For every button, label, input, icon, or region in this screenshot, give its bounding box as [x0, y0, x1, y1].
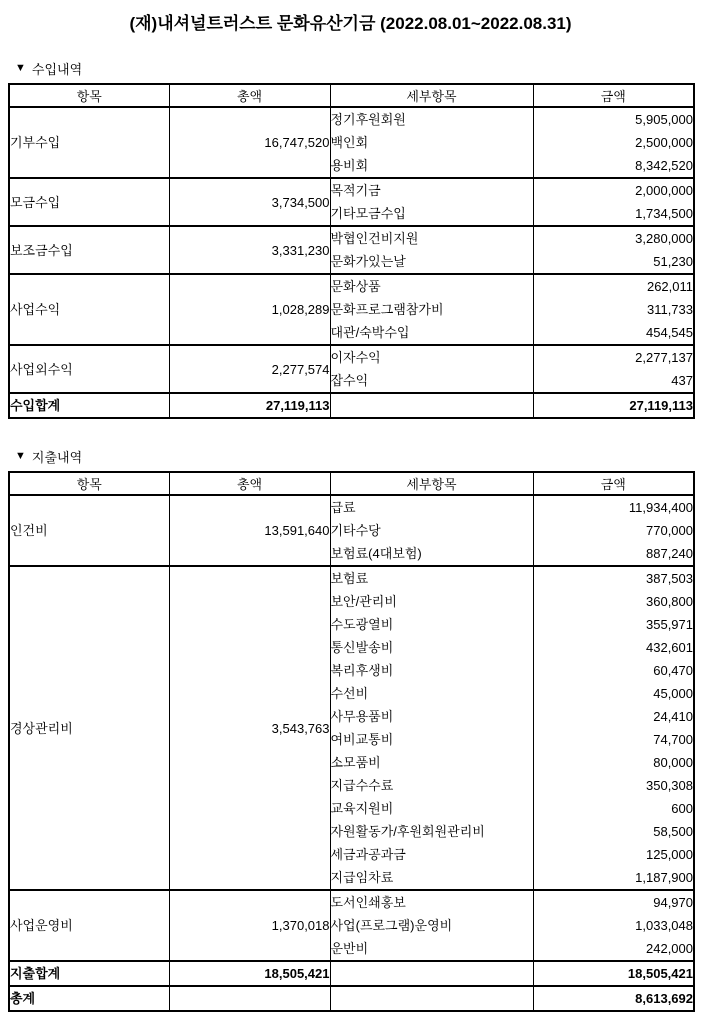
amount-cell: 80,000: [533, 751, 694, 774]
detail-name-cell: 보안/관리비: [330, 590, 533, 613]
amount-cell: 350,308: [533, 774, 694, 797]
page-title: (재)내셔널트러스트 문화유산기금 (2022.08.01~2022.08.31): [129, 14, 572, 33]
detail-name-cell: 지급임차료: [330, 866, 533, 890]
detail-name-cell: 도서인쇄홍보: [330, 890, 533, 914]
amount-cell: 74,700: [533, 728, 694, 751]
amount-cell: 2,500,000: [533, 131, 694, 154]
item-cell: 사업수익: [9, 274, 169, 345]
detail-name-cell: 기타수당: [330, 519, 533, 542]
detail-name-cell: 운반비: [330, 937, 533, 961]
amount-cell: 887,240: [533, 542, 694, 566]
total-sum-cell: [169, 986, 330, 1011]
item-cell: 보조금수입: [9, 226, 169, 274]
detail-name-cell: 보험료: [330, 566, 533, 590]
total-cell: 16,747,520: [169, 107, 330, 178]
total-detail-cell: [330, 986, 533, 1011]
section-label: [15, 447, 693, 466]
total-sum-cell: 18,505,421: [169, 961, 330, 986]
total-row: [9, 986, 694, 1011]
total-cell: 3,543,763: [169, 566, 330, 890]
table-body: [9, 495, 694, 1011]
total-detail-cell: [330, 393, 533, 418]
detail-name-cell: 사업(프로그램)운영비: [330, 914, 533, 937]
detail-name-cell: 보험료(4대보험): [330, 542, 533, 566]
detail-name-cell: 목적기금: [330, 178, 533, 202]
amount-cell: 5,905,000: [533, 107, 694, 131]
amount-cell: 2,000,000: [533, 178, 694, 202]
amount-sum-cell: 8,613,692: [533, 986, 694, 1011]
column-header: 세부항목: [330, 472, 533, 495]
amount-cell: 11,934,400: [533, 495, 694, 519]
total-cell: 3,734,500: [169, 178, 330, 226]
column-header: 금액: [533, 84, 694, 107]
detail-name-cell: 급료: [330, 495, 533, 519]
total-sum-cell: 27,119,113: [169, 393, 330, 418]
detail-name-cell: 문화가있는날: [330, 250, 533, 274]
item-cell: 모금수입: [9, 178, 169, 226]
detail-name-cell: 대관/숙박수입: [330, 321, 533, 345]
detail-name-cell: 문화프로그램참가비: [330, 298, 533, 321]
detail-row: [9, 345, 694, 369]
total-row: [9, 393, 694, 418]
amount-cell: 60,470: [533, 659, 694, 682]
detail-name-cell: 박협인건비지원: [330, 226, 533, 250]
detail-row: [9, 178, 694, 202]
detail-name-cell: 이자수익: [330, 345, 533, 369]
expense-section: [8, 447, 693, 1012]
total-detail-cell: [330, 961, 533, 986]
detail-name-cell: 통신발송비: [330, 636, 533, 659]
detail-name-cell: 용비회: [330, 154, 533, 178]
detail-name-cell: 수도광열비: [330, 613, 533, 636]
total-label-cell: 총계: [9, 986, 169, 1011]
detail-name-cell: 사무용품비: [330, 705, 533, 728]
header-row: [9, 472, 694, 495]
total-cell: 13,591,640: [169, 495, 330, 566]
detail-name-cell: 자원활동가/후원회원관리비: [330, 820, 533, 843]
total-cell: 1,370,018: [169, 890, 330, 961]
detail-name-cell: 정기후원회원: [330, 107, 533, 131]
triangle-down-icon: ▼: [15, 450, 26, 462]
detail-row: [9, 566, 694, 590]
amount-sum-cell: 27,119,113: [533, 393, 694, 418]
detail-name-cell: 문화상품: [330, 274, 533, 298]
detail-name-cell: 잡수익: [330, 369, 533, 393]
amount-cell: 24,410: [533, 705, 694, 728]
detail-row: [9, 226, 694, 250]
table-header: [9, 472, 694, 495]
item-cell: 기부수입: [9, 107, 169, 178]
amount-cell: 242,000: [533, 937, 694, 961]
amount-cell: 600: [533, 797, 694, 820]
total-label-cell: 수입합계: [9, 393, 169, 418]
amount-cell: 355,971: [533, 613, 694, 636]
column-header: 항목: [9, 84, 169, 107]
total-cell: 1,028,289: [169, 274, 330, 345]
income-table: [8, 83, 695, 419]
amount-cell: 3,280,000: [533, 226, 694, 250]
detail-row: [9, 274, 694, 298]
table-body: [9, 107, 694, 418]
expense-table: [8, 471, 695, 1012]
detail-name-cell: 백인회: [330, 131, 533, 154]
amount-cell: 360,800: [533, 590, 694, 613]
section-label-text: 수입내역: [31, 62, 83, 77]
total-label-cell: 지출합계: [9, 961, 169, 986]
amount-cell: 262,011: [533, 274, 694, 298]
amount-cell: 454,545: [533, 321, 694, 345]
detail-name-cell: 복리후생비: [330, 659, 533, 682]
triangle-down-icon: ▼: [15, 62, 26, 74]
column-header: 세부항목: [330, 84, 533, 107]
total-cell: 2,277,574: [169, 345, 330, 393]
amount-cell: 51,230: [533, 250, 694, 274]
item-cell: 경상관리비: [9, 566, 169, 890]
column-header: 총액: [169, 472, 330, 495]
income-section: [8, 59, 693, 419]
item-cell: 사업운영비: [9, 890, 169, 961]
column-header: 총액: [169, 84, 330, 107]
detail-name-cell: 수선비: [330, 682, 533, 705]
amount-cell: 58,500: [533, 820, 694, 843]
column-header: 금액: [533, 472, 694, 495]
amount-sum-cell: 18,505,421: [533, 961, 694, 986]
total-row: [9, 961, 694, 986]
amount-cell: 45,000: [533, 682, 694, 705]
section-label-text: 지출내역: [31, 450, 83, 465]
detail-row: [9, 890, 694, 914]
amount-cell: 125,000: [533, 843, 694, 866]
amount-cell: 387,503: [533, 566, 694, 590]
amount-cell: 8,342,520: [533, 154, 694, 178]
detail-row: [9, 107, 694, 131]
item-cell: 사업외수익: [9, 345, 169, 393]
table-header: [9, 84, 694, 107]
section-label: [15, 59, 693, 78]
amount-cell: 432,601: [533, 636, 694, 659]
sections: [8, 59, 693, 1012]
total-cell: 3,331,230: [169, 226, 330, 274]
detail-name-cell: 소모품비: [330, 751, 533, 774]
amount-cell: 2,277,137: [533, 345, 694, 369]
detail-name-cell: 여비교통비: [330, 728, 533, 751]
amount-cell: 1,734,500: [533, 202, 694, 226]
item-cell: 인건비: [9, 495, 169, 566]
column-header: 항목: [9, 472, 169, 495]
amount-cell: 94,970: [533, 890, 694, 914]
detail-name-cell: 세금과공과금: [330, 843, 533, 866]
amount-cell: 1,033,048: [533, 914, 694, 937]
header-row: [9, 84, 694, 107]
detail-name-cell: 기타모금수입: [330, 202, 533, 226]
amount-cell: 770,000: [533, 519, 694, 542]
detail-row: [9, 495, 694, 519]
amount-cell: 1,187,900: [533, 866, 694, 890]
detail-name-cell: 교육지원비: [330, 797, 533, 820]
detail-name-cell: 지급수수료: [330, 774, 533, 797]
amount-cell: 437: [533, 369, 694, 393]
amount-cell: 311,733: [533, 298, 694, 321]
